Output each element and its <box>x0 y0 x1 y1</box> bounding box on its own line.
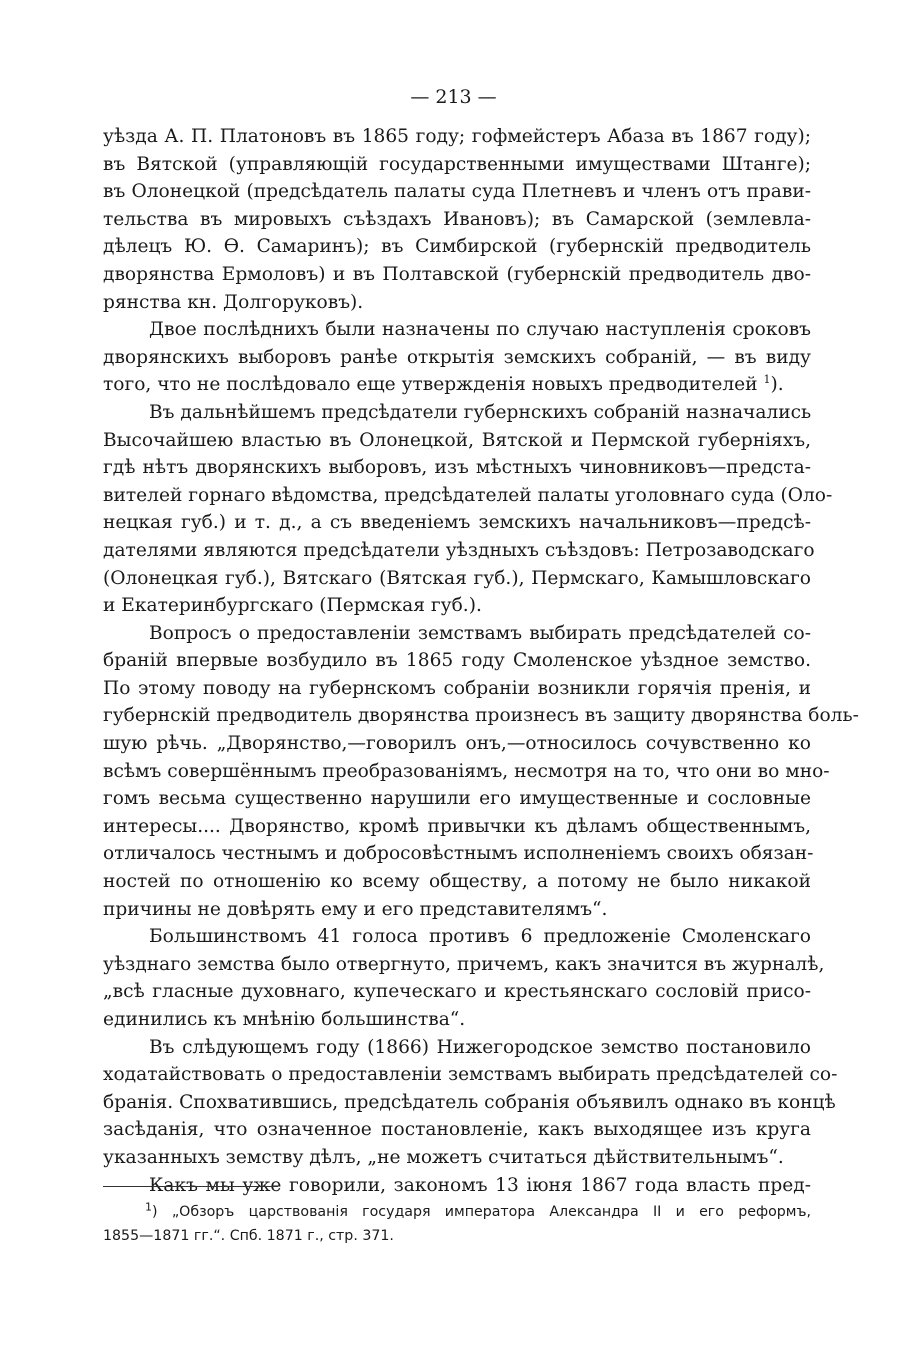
text-line: рянства кн. Долгоруковъ). <box>103 291 364 313</box>
text-line: всѣмъ совершённымъ преобразованіямъ, несмотря на то, что они во мно- <box>103 760 830 782</box>
footnotes <box>103 1200 811 1248</box>
text-line: Вопросъ о предоставленіи земствамъ выбирать предсѣдателей со- <box>149 622 811 644</box>
text-line: вителей горнаго вѣдомства, предсѣдателей палаты уголовнаго суда (Оло- <box>103 484 833 506</box>
text-line: дателями являются предсѣдатели уѣздныхъ съѣздовъ: Петрозаводскаго <box>103 539 815 561</box>
text-line: Высочайшею властью въ Олонецкой, Вятской и Пермской губерніяхъ, <box>103 429 811 451</box>
text-line: ностей по отношенію ко всему обществу, а потому не было никакой <box>103 871 811 893</box>
text-line: дѣлецъ Ю. Ѳ. Самаринъ); въ Симбирской (губернскій предводитель <box>103 236 811 258</box>
text-line: (Олонецкая губ.), Вятскаго (Вятская губ.), Пермскаго, Камышловскаго <box>103 567 811 589</box>
text-line: въ Вятской (управляющій государственными имуществами Штанге); <box>103 153 811 175</box>
text-line: уѣзднаго земства было отвергнуто, причемъ, какъ значится въ журналѣ, <box>103 953 825 975</box>
text-line: шую рѣчь. „Дворянство,—говорилъ онъ,—относилось сочувственно ко <box>103 733 811 755</box>
footnote-line: $^1$) „Обзоръ царствованія государя императора Александра II и его реформъ, <box>145 1200 812 1220</box>
text-span: „Обзоръ царствованія государя императора Александра II и его реформъ, <box>171 1204 812 1220</box>
main-text <box>103 123 859 1199</box>
text-line: браній впервые возбудило въ 1865 году Смоленское уѣздное земство. <box>103 650 811 672</box>
text-line: Большинствомъ 41 голоса противъ 6 предложеніе Смоленскаго <box>149 926 811 948</box>
text-span: ). <box>770 374 784 396</box>
text-line: единились къ мнѣнію большинства“. <box>103 1009 466 1030</box>
page-number: — 213 — <box>410 86 497 108</box>
text-line: причины не довѣрять ему и его представителямъ“. <box>103 898 608 920</box>
footnote-divider <box>103 1186 278 1187</box>
text-line: дворянства Ермоловъ) и въ Полтавской (губернскій предводитель дво- <box>103 263 811 285</box>
text-line: бранія. Спохватившись, предсѣдатель собранія объявилъ однако въ концѣ <box>103 1091 836 1113</box>
text-line: ходатайствовать о предоставленіи земствамъ выбирать предсѣдателей со- <box>103 1064 838 1086</box>
text-line-with-footnote <box>103 371 811 399</box>
text-line: По этому поводу на губернскомъ собраніи возникли горячія пренія, и <box>103 677 811 699</box>
footnote-reference[interactable]: 1 <box>763 373 771 387</box>
text-line: интересы.... Дворянство, кромѣ привычки къ дѣламъ общественнымъ, <box>103 815 811 837</box>
text-span: того, что не послѣдовало еще утвержденія новыхъ предводителей <box>103 374 758 396</box>
footnote-marker: 1 <box>145 1200 152 1214</box>
text-line: гдѣ нѣтъ дворянскихъ выборовъ, изъ мѣстныхъ чиновниковъ—предста- <box>103 457 811 479</box>
text-line: „всѣ гласные духовнаго, купеческаго и крестьянскаго сословій присо- <box>103 981 811 1003</box>
text-line: Въ слѣдующемъ году (1866) Нижегородское земство постановило <box>149 1036 811 1058</box>
text-line: тельства въ мировыхъ съѣздахъ Ивановъ); въ Самарской (землевла- <box>103 208 811 230</box>
footnote-line: 1855—1871 гг.“. Спб. 1871 г., стр. 371. <box>103 1228 394 1244</box>
text-line: дворянскихъ выборовъ ранѣе открытія земскихъ собраній, — въ виду <box>103 346 811 368</box>
text-line: и Екатеринбургскаго (Пермская губ.). <box>103 595 482 617</box>
text-line: гомъ весьма существенно нарушили его имущественные и сословные <box>103 788 811 810</box>
text-line: засѣданія, что означенное постановленіе, какъ выходящее изъ круга <box>103 1119 811 1141</box>
text-line: въ Олонецкой (предсѣдатель палаты суда Плетневъ и членъ отъ прави- <box>103 181 811 203</box>
text-line: уѣзда А. П. Платоновъ въ 1865 году; гофмейстеръ Абаза въ 1867 году); <box>103 126 811 147</box>
text-line: указанныхъ земству дѣлъ, „не можетъ считаться дѣйствительнымъ“. <box>103 1146 784 1168</box>
text-line: отличалось честнымъ и добросовѣстнымъ исполненіемъ своихъ обязан- <box>103 843 814 865</box>
text-line: нецкая губ.) и т. д., а съ введеніемъ земскихъ начальниковъ—предсѣ- <box>103 512 811 534</box>
text-line: губернскій предводитель дворянства произнесъ въ защиту дворянства боль- <box>103 705 859 727</box>
text-line: Какъ мы уже говорили, закономъ 13 іюня 1867 года власть пред- <box>149 1174 811 1196</box>
text-line: Въ дальнѣйшемъ предсѣдатели губернскихъ собраній назначались <box>149 401 812 423</box>
text-line: Двое послѣднихъ были назначены по случаю наступленія сроковъ <box>149 319 811 341</box>
